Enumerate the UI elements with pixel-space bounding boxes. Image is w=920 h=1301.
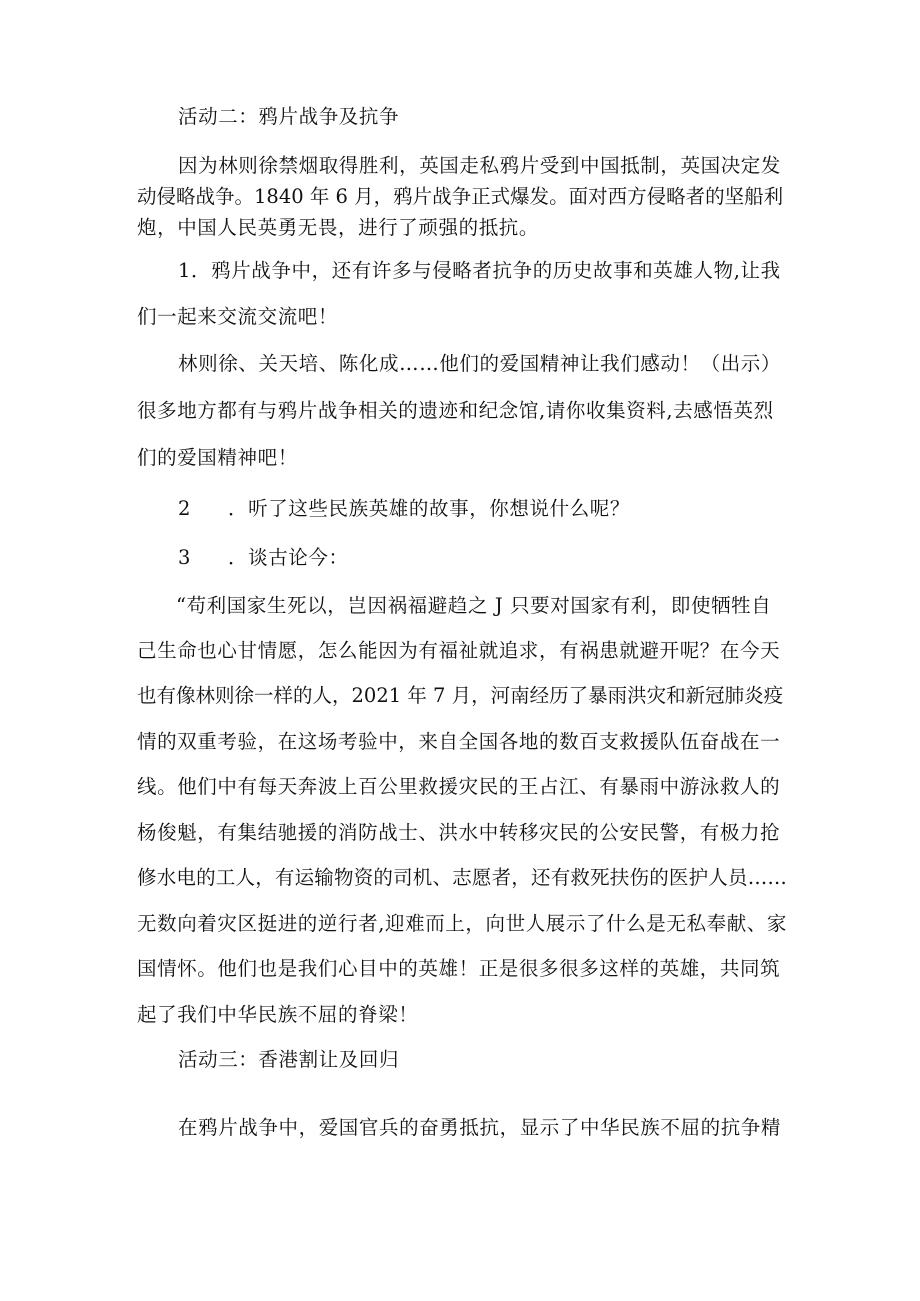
item-2-number: 2 <box>178 497 191 520</box>
section-heading-activity-3: 活动三：香港割让及回归 <box>178 1048 400 1071</box>
heroes-paragraph-line: 很多地方都有与鸦片战争相关的遗迹和纪念馆,请你收集资料,去感悟英烈 <box>137 399 774 422</box>
quote-paragraph-line: 也有像林则徐一样的人，2021 年 7 月，河南经历了暴雨洪灾和新冠肺炎疫 <box>137 684 784 707</box>
heroes-paragraph-line: 们的爱国精神吧！ <box>137 446 298 469</box>
quote-paragraph-line: 杨俊魁，有集结驰援的消防战士、洪水中转移灾民的公安民警，有极力抢 <box>137 821 781 844</box>
item-2-text: ．听了这些民族英雄的故事，你想说什么呢？ <box>228 497 631 520</box>
item-3-number: 3 <box>178 546 191 569</box>
quote-paragraph-line: 起了我们中华民族不屈的脊梁！ <box>137 1003 419 1026</box>
quote-paragraph-line: 国情怀。他们也是我们心目中的英雄！正是很多很多这样的英雄，共同筑 <box>137 957 781 980</box>
quote-paragraph-line: 线。他们中有每天奔波上百公里救援灾民的王占江、有暴雨中游泳救人的 <box>137 775 781 798</box>
intro-paragraph-line: 炮，中国人民英勇无畏，进行了顽强的抵抗。 <box>137 216 540 239</box>
quote-paragraph-line: 情的双重考验，在这场考验中，来自全国各地的数百支救援队伍奋战在一 <box>137 730 781 753</box>
quote-paragraph-line: “苟利国家生死以，岂因祸福避趋之 J 只要对国家有利，即使牺牲自 <box>176 594 772 617</box>
intro-paragraph-line: 动侵略战争。1840 年 6 月，鸦片战争正式爆发。面对西方侵略者的坚船利 <box>137 185 784 208</box>
quote-paragraph-line: 己生命也心甘情愿，怎么能因为有福祉就追求，有祸患就避开呢？在今天 <box>137 639 781 662</box>
item-3-text: ．谈古论今： <box>228 546 349 569</box>
section-heading-activity-2: 活动二：鸦片战争及抗争 <box>178 105 400 128</box>
quote-paragraph-line: 无数向着灾区挺进的逆行者,迎难而上，向世人展示了什么是无私奉献、家 <box>137 912 787 935</box>
intro-paragraph-line: 因为林则徐禁烟取得胜利，英国走私鸦片受到中国抵制，英国决定发 <box>178 154 782 177</box>
item-1-line: 们一起来交流交流吧！ <box>137 305 339 328</box>
quote-paragraph-line: 修水电的工人，有运输物资的司机、志愿者，还有救死扶伤的医护人员…… <box>137 866 788 889</box>
heroes-paragraph-line: 林则徐、关天培、陈化成……他们的爱国精神让我们感动！（出示） <box>178 352 782 375</box>
item-1-line: 1．鸦片战争中，还有许多与侵略者抗争的历史故事和英雄人物,让我 <box>178 259 781 282</box>
closing-paragraph-line: 在鸦片战争中，爱国官兵的奋勇抵抗，显示了中华民族不屈的抗争精 <box>178 1116 782 1139</box>
